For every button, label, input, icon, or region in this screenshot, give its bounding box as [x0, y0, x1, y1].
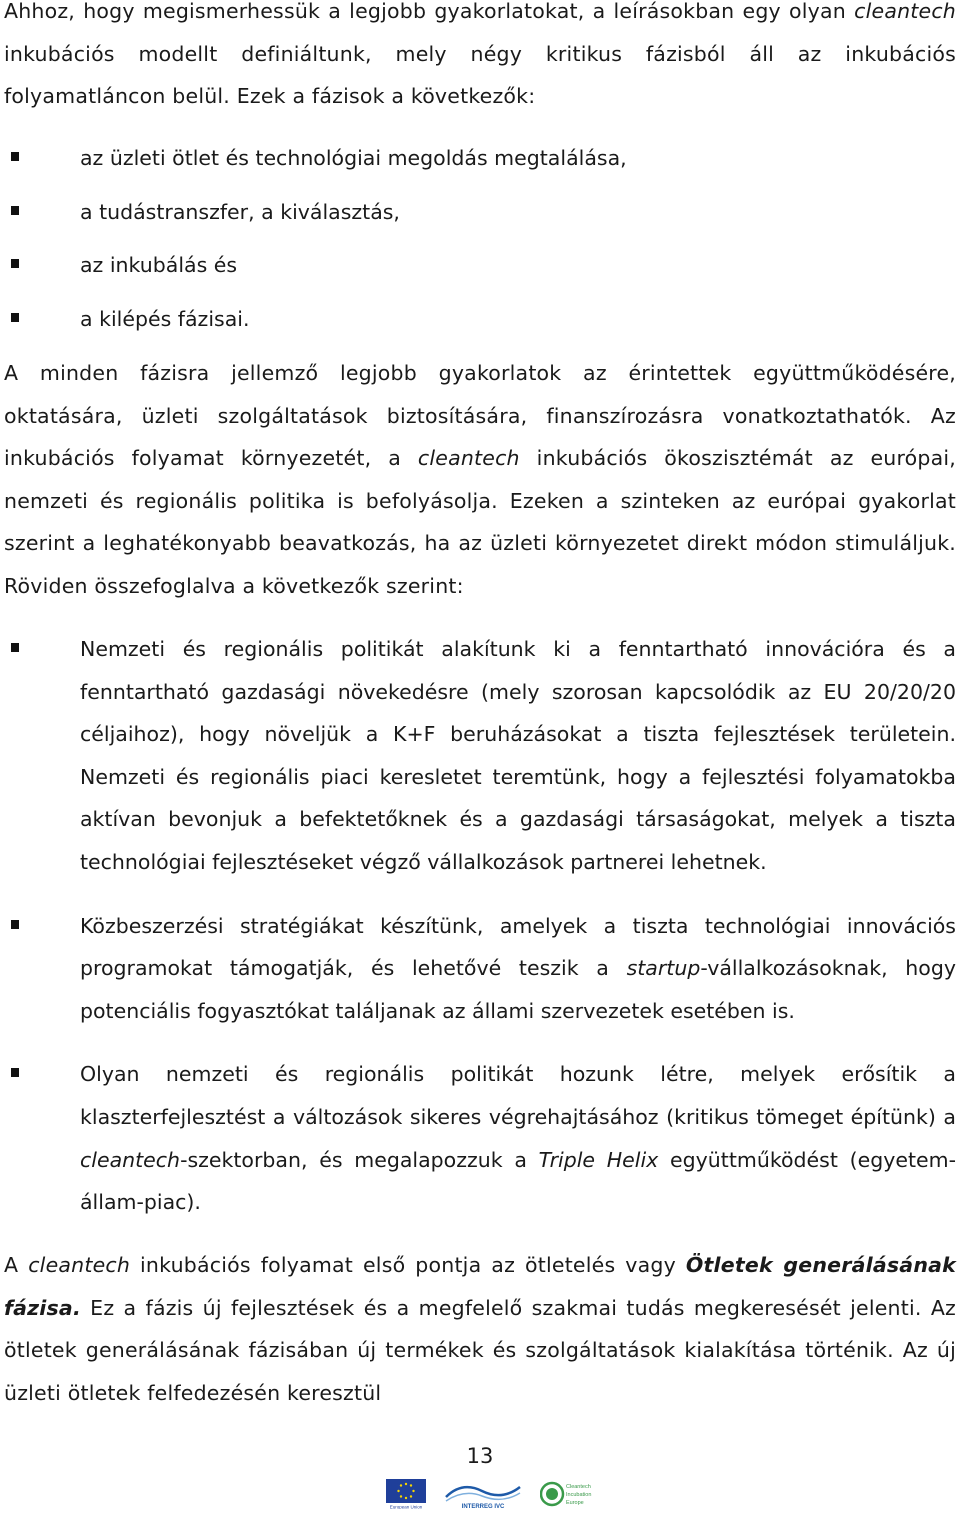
- intro-text-italic: cleantech: [854, 0, 956, 23]
- list-item: az inkubálás és: [4, 244, 956, 298]
- square-bullet-icon: [11, 643, 19, 652]
- page-number: 13: [466, 1444, 494, 1468]
- svg-text:Cleantech: Cleantech: [566, 1484, 591, 1490]
- phase-list: [4, 137, 956, 351]
- svg-text:Europe: Europe: [566, 1500, 584, 1506]
- square-bullet-icon: [11, 259, 19, 268]
- list-item: Közbeszerzési stratégiákat készítünk, amelyek a tiszta technológiai innovációs programokat támogatják, és lehetővé teszik a startup-vállalkozásoknak, hogy potenciális fogyasztókat találjanak az állami szervezetek esetében is.: [4, 905, 956, 1033]
- square-bullet-icon: [11, 206, 19, 215]
- list-item: a kilépés fázisai.: [4, 298, 956, 352]
- square-bullet-icon: [11, 1068, 19, 1077]
- best-practice-paragraph: A minden fázisra jellemző legjobb gyakorlatok az érintettek együttműködésére, oktatására, üzleti szolgáltatások biztosítására, finanszírozásra vonatkoztathatók. Az inkubációs folyamat környezetét, a cleantech inkubációs ökoszisztémát az európai, nemzeti és regionális politika is befolyásolja. Ezeken a szinteken az európai gyakorlat szerint a leghatékonyabb beavatkozás, ha az üzleti környezetet direkt módon stimuláljuk. Röviden összefoglalva a következők szerint:: [4, 361, 956, 598]
- cleantech-incubation-europe-logo: [540, 1479, 600, 1509]
- svg-text:INTERREG IVC: INTERREG IVC: [461, 1504, 505, 1509]
- intro-paragraph: [4, 0, 956, 118]
- idea-phase-paragraph: A cleantech inkubációs folyamat első pontja az ötletelés vagy Ötletek generálásának fázisa. Ez a fázis új fejlesztések és a megfelelő szakmai tudás megkeresését jelenti. Az ötletek generálásának fázisában új termékek és szolgáltatások kialakítása történik. Az új üzleti ötletek felfedezésén keresztül: [4, 1253, 956, 1405]
- intro-text-2: inkubációs modellt definiáltunk, mely négy kritikus fázisból áll az inkubációs folyamatláncon belül. Ezek a fázisok a következők:: [4, 41, 956, 109]
- list-item: az üzleti ötlet és technológiai megoldás megtalálása,: [4, 137, 956, 191]
- list-item: Nemzeti és regionális politikát alakítunk ki a fenntartható innovációra és a fenntartható gazdasági növekedésre (mely szorosan kapcsolódik az EU 20/20/20 céljaihoz), hogy növeljük a K+F beruházásokat a tiszta fejlesztések területein. Nemzeti és regionális piaci keresletet teremtünk, hogy a fejlesztési folyamatokba aktívan bevonjuk a befektetőknek és a gazdasági társaságokat, melyek a tiszta technológiai fejlesztéseket végző vállalkozások partnerei lehetnek.: [4, 628, 956, 884]
- list-item: a tudástranszfer, a kiválasztás,: [4, 191, 956, 245]
- square-bullet-icon: [11, 920, 19, 929]
- policy-list: [4, 628, 956, 1245]
- list-item: Olyan nemzeti és regionális politikát hozunk létre, melyek erősítik a klaszterfejlesztést a változások sikeres végrehajtásához (kritikus tömeget építünk) a cleantech-szektorban, és megalapozzuk a Triple Helix együttműködést (egyetem-állam-piac).: [4, 1053, 956, 1223]
- square-bullet-icon: [11, 152, 19, 161]
- interreg-logo: [442, 1479, 524, 1509]
- intro-text-1: Ahhoz, hogy megismerhessük a legjobb gyakorlatokat, a leírásokban egy olyan: [4, 0, 855, 23]
- svg-text:Incubation: Incubation: [566, 1492, 592, 1498]
- square-bullet-icon: [11, 313, 19, 322]
- svg-text:European Union: European Union: [389, 1504, 423, 1509]
- eu-flag-logo: [386, 1479, 426, 1509]
- footer-logos: [386, 1478, 600, 1510]
